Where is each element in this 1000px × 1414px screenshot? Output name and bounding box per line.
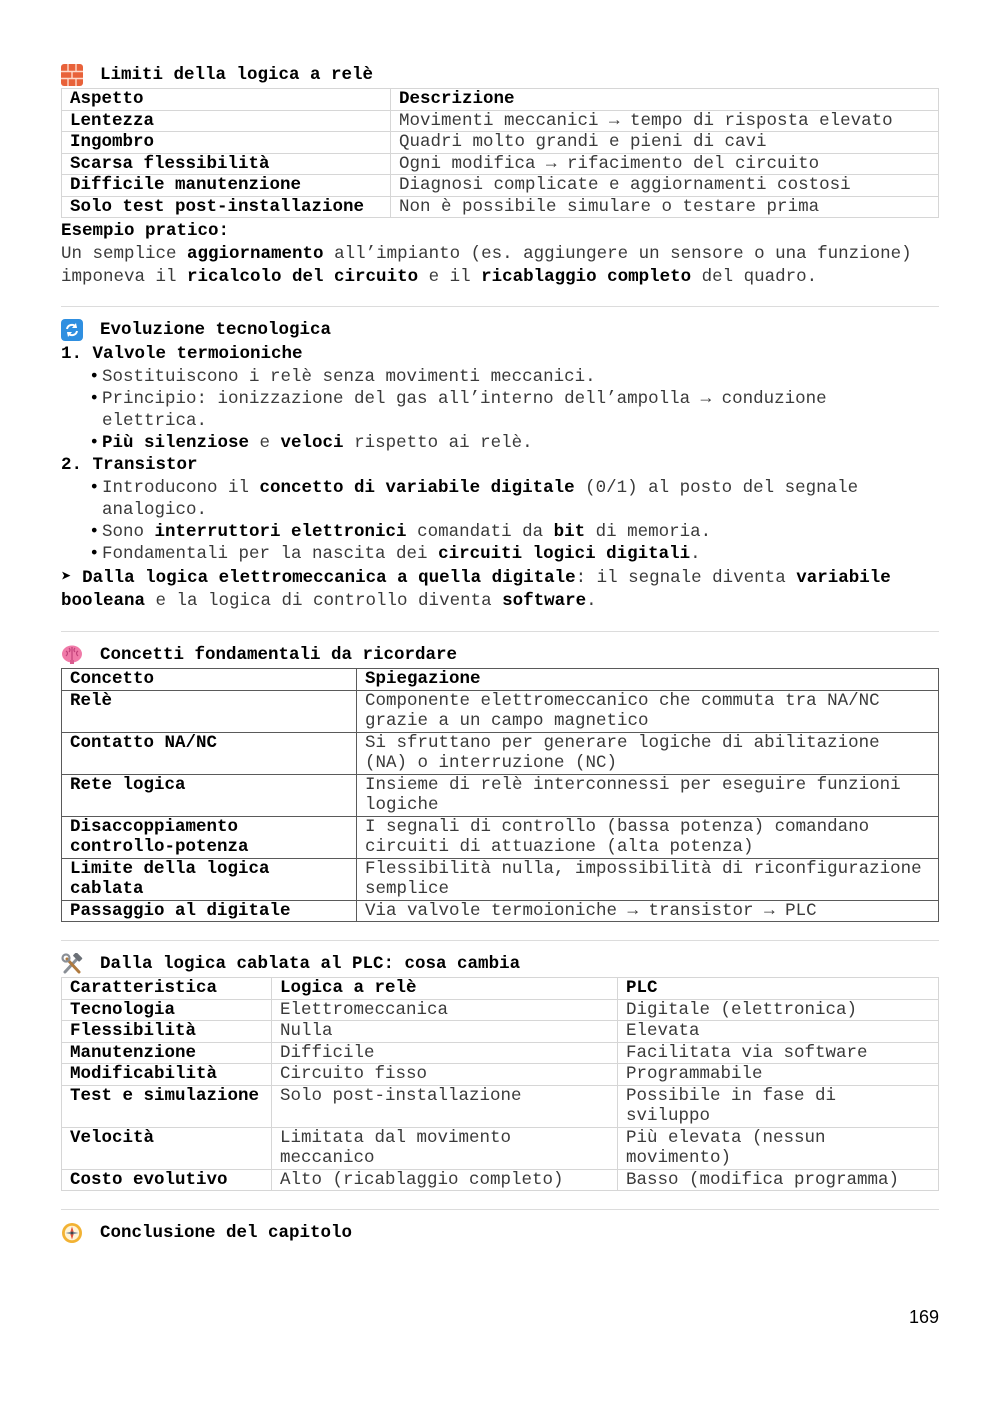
bold-text: ricalcolo del circuito (187, 266, 419, 287)
cell-concept: Contatto NA/NC (62, 732, 357, 774)
cell-plc: Digitale (elettronica) (618, 999, 939, 1021)
cell-feature: Costo evolutivo (62, 1169, 272, 1191)
section-title-concetti (61, 642, 939, 668)
table-row (62, 110, 939, 132)
divider (61, 940, 939, 941)
cell-feature: Modificabilità (62, 1064, 272, 1086)
hammer-wrench-icon (61, 953, 83, 975)
table-header-row (62, 89, 939, 111)
cell-description: Movimenti meccanici → tempo di risposta elevato (391, 110, 939, 132)
cell-feature: Test e simulazione (62, 1085, 272, 1127)
cell-aspect: Scarsa flessibilità (62, 153, 391, 175)
text: di memoria. (585, 522, 712, 542)
text: rispetto ai relè. (343, 433, 533, 453)
header-cell: PLC (618, 978, 939, 1000)
table-header-row (62, 978, 939, 1000)
bold-text: Dalla logica elettromeccanica a quella digitale (82, 568, 576, 588)
bold-text: concetto di variabile digitale (259, 478, 575, 498)
cell-explanation: Si sfruttano per generare logiche di abilitazione (NA) o interruzione (NC) (357, 732, 939, 774)
header-cell: Aspetto (62, 89, 391, 111)
limits-table (61, 88, 939, 218)
brick-wall-icon (61, 64, 83, 86)
section-title-text: Evoluzione tecnologica (100, 320, 332, 340)
table-row (62, 1021, 939, 1043)
bullet-list-transistor (61, 477, 939, 565)
section-title-conclusione (61, 1220, 939, 1246)
list-item-valvole: 1. Valvole termoioniche (61, 344, 303, 364)
cell-description: Quadri molto grandi e pieni di cavi (391, 132, 939, 154)
cell-feature: Tecnologia (62, 999, 272, 1021)
header-cell: Concetto (62, 669, 357, 691)
list-item (89, 432, 939, 454)
header-cell: Logica a relè (272, 978, 618, 1000)
cell-description: Non è possibile simulare o testare prima (391, 196, 939, 218)
concepts-table (61, 668, 939, 922)
cell-explanation: Flessibilità nulla, impossibilità di riconfigurazione semplice (357, 858, 939, 900)
bold-text: software (502, 591, 587, 611)
cell-plc: Facilitata via software (618, 1042, 939, 1064)
list-item-transistor: 2. Transistor (61, 455, 198, 475)
divider (61, 631, 939, 632)
cell-concept: Limite della logica cablata (62, 858, 357, 900)
table-row (62, 1085, 939, 1127)
cell-explanation: Via valvole termoioniche → transistor → PLC (357, 900, 939, 922)
cell-feature: Flessibilità (62, 1021, 272, 1043)
cell-aspect: Difficile manutenzione (62, 175, 391, 197)
section-title-plc (61, 951, 939, 977)
table-row (62, 1064, 939, 1086)
cell-plc: Più elevata (nessun movimento) (618, 1127, 939, 1169)
bold-text: veloci (280, 433, 344, 453)
list-item (89, 477, 939, 521)
cell-feature: Velocità (62, 1127, 272, 1169)
bullet-list-valvole (61, 366, 939, 454)
section-title-evoluzione (61, 317, 939, 343)
text: e (249, 433, 281, 453)
cell-relay: Difficile (272, 1042, 618, 1064)
cell-relay: Circuito fisso (272, 1064, 618, 1086)
text: Introducono il (102, 478, 260, 498)
cell-aspect: Solo test post-installazione (62, 196, 391, 218)
table-header-row (62, 669, 939, 691)
cell-concept: Passaggio al digitale (62, 900, 357, 922)
table-row (62, 196, 939, 218)
text: all’impianto (es. aggiungere un sensore o una funzione) imponeva il (61, 244, 912, 287)
bold-text: bit (553, 522, 586, 542)
table-row (62, 175, 939, 197)
text: Fondamentali per la nascita dei (102, 544, 439, 564)
page-number: 169 (908, 1307, 939, 1327)
text: Un semplice (61, 244, 188, 264)
section-title-text: Concetti fondamentali da ricordare (100, 645, 458, 665)
table-row (62, 690, 939, 732)
example-label: Esempio pratico: (61, 221, 230, 241)
table-row (62, 1169, 939, 1191)
list-item (89, 543, 939, 565)
bold-text: circuiti logici digitali (438, 544, 691, 564)
section-title-text: Dalla logica cablata al PLC: cosa cambia (100, 954, 521, 974)
text: Sono (102, 522, 155, 542)
header-cell: Descrizione (391, 89, 939, 111)
header-cell: Spiegazione (357, 669, 939, 691)
arrow-icon: ➤ (61, 568, 72, 588)
cell-concept: Disaccoppiamento controllo-potenza (62, 816, 357, 858)
text: e la logica di controllo diventa (145, 591, 503, 611)
cell-plc: Basso (modifica programma) (618, 1169, 939, 1191)
text: (0/1) al posto del segnale analogico. (102, 478, 859, 520)
cell-relay: Solo post-installazione (272, 1085, 618, 1127)
table-row (62, 816, 939, 858)
table-row (62, 153, 939, 175)
table-row (62, 1127, 939, 1169)
cell-explanation: I segnali di controllo (bassa potenza) comandano circuiti di attuazione (alta potenza) (357, 816, 939, 858)
cell-feature: Manutenzione (62, 1042, 272, 1064)
table-row (62, 858, 939, 900)
cell-aspect: Ingombro (62, 132, 391, 154)
cell-plc: Programmabile (618, 1064, 939, 1086)
header-cell: Caratteristica (62, 978, 272, 1000)
list-item (89, 521, 939, 543)
text: . (586, 591, 597, 611)
brain-icon (61, 644, 83, 666)
table-row (62, 999, 939, 1021)
table-row (62, 900, 939, 922)
table-row (62, 774, 939, 816)
page-content (61, 62, 939, 1246)
section-title-limiti (61, 62, 939, 88)
cell-plc: Elevata (618, 1021, 939, 1043)
cell-explanation: Insieme di relè interconnessi per eseguire funzioni logiche (357, 774, 939, 816)
cell-plc: Possibile in fase di sviluppo (618, 1085, 939, 1127)
text: e il (418, 266, 482, 287)
cell-relay: Limitata dal movimento meccanico (272, 1127, 618, 1169)
bold-text: aggiornamento (187, 244, 324, 264)
section-title-text: Limiti della logica a relè (100, 65, 374, 85)
example-paragraph (61, 243, 939, 288)
cell-relay: Nulla (272, 1021, 618, 1043)
comparison-table (61, 977, 939, 1191)
cell-explanation: Componente elettromeccanico che commuta tra NA/NC grazie a un campo magnetico (357, 690, 939, 732)
list-item: • Sostituiscono i relè senza movimenti meccanici. (89, 366, 939, 388)
bold-text: ricablaggio completo (481, 266, 692, 287)
text: del quadro. (691, 266, 818, 287)
cell-concept: Relè (62, 690, 357, 732)
cell-concept: Rete logica (62, 774, 357, 816)
compass-icon (61, 1222, 83, 1244)
refresh-icon (61, 319, 83, 341)
table-row (62, 1042, 939, 1064)
summary-line (61, 567, 939, 613)
text: : il segnale diventa (575, 568, 797, 588)
divider (61, 1209, 939, 1210)
bold-text: Più silenziose (102, 433, 250, 453)
list-item: • Principio: ionizzazione del gas all’interno dell’ampolla → conduzione elettrica. (89, 388, 939, 432)
text: comandati da (406, 522, 554, 542)
cell-description: Ogni modifica → rifacimento del circuito (391, 153, 939, 175)
cell-aspect: Lentezza (62, 110, 391, 132)
table-row (62, 132, 939, 154)
bold-text: interruttori elettronici (154, 522, 407, 542)
cell-relay: Elettromeccanica (272, 999, 618, 1021)
divider (61, 306, 939, 307)
bold-text: variabile booleana (61, 568, 891, 611)
cell-relay: Alto (ricablaggio completo) (272, 1169, 618, 1191)
cell-description: Diagnosi complicate e aggiornamenti costosi (391, 175, 939, 197)
table-row (62, 732, 939, 774)
section-title-text: Conclusione del capitolo (100, 1223, 353, 1243)
text: . (690, 544, 701, 564)
